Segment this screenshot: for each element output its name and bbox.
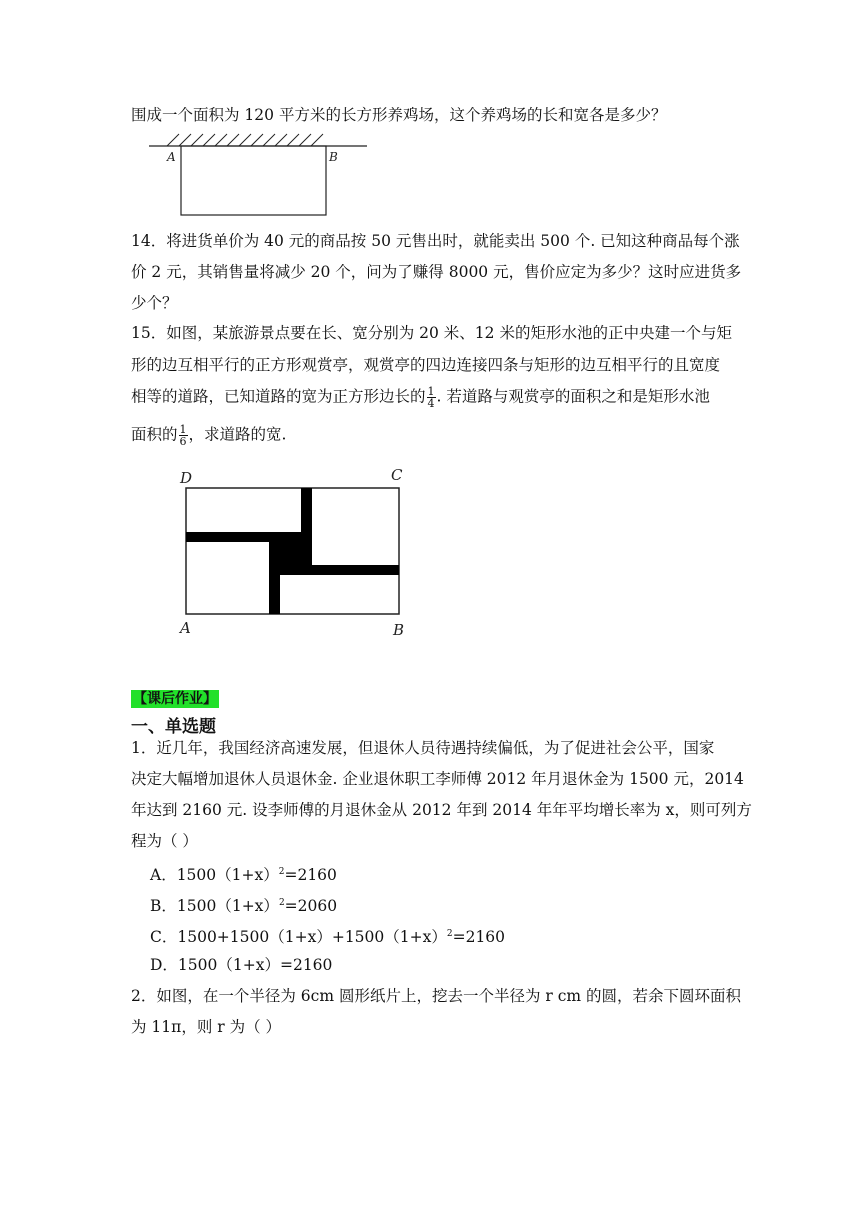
option-c: C．$1500+1500(1+x)+1500(1+x)^2=2160$ xyxy=(150,928,506,946)
option-a: A．$1500(1+x)^2=2160$ xyxy=(150,866,337,884)
q15-line2: 形的边互相平行的正方形观赏亭，观赏亭的四边连接四条与矩形的边互相平行的且宽度 xyxy=(131,356,721,374)
wall-hatching xyxy=(167,134,323,146)
q15-figure xyxy=(170,460,420,645)
road-left xyxy=(186,532,310,542)
road-bottom xyxy=(269,569,280,614)
q15-line3-pre: 相等的道路，已知道路的宽为正方形边长的 xyxy=(131,387,426,406)
pavilion-square xyxy=(269,542,312,575)
q14-line3: 少个？ xyxy=(131,294,178,312)
hq1-line2: 决定大幅增加退休人员退休金. 企业退休职工李师傅 2012 年月退休金为 1500 元，2014 xyxy=(131,770,744,788)
q15-line1: 15．如图，某旅游景点要在长、宽分别为 20 米、12 米的矩形水池的正中央建一个与矩 xyxy=(131,324,732,342)
label-b: B xyxy=(329,150,338,164)
option-d: D．1500（1+x）=2160 xyxy=(150,956,333,974)
q15-line4 xyxy=(131,424,286,447)
q15-line3-post: . 若道路与观赏亭的面积之和是矩形水池 xyxy=(436,387,710,406)
hq1-line4: 程为（ ） xyxy=(131,832,198,850)
fraction-one-sixth: $\frac{1}{6}$ xyxy=(179,423,187,448)
hq2-line1: 2．如图，在一个半径为 6cm 圆形纸片上，挖去一个半径为 r cm 的圆，若余下圆环面积 xyxy=(131,987,742,1005)
q15-line3 xyxy=(131,386,710,409)
section-title: 一、单选题 xyxy=(131,717,216,737)
q14-line1: 14．将进货单价为 40 元的商品按 50 元售出时，就能卖出 500 个. 已知这种商品每个涨 xyxy=(131,232,740,250)
option-b: B．$1500(1+x)^2=2060$ xyxy=(150,897,338,915)
q15-line4-post: ，求道路的宽. xyxy=(188,425,287,444)
hq2-line2: 为 11π，则 r 为（ ） xyxy=(131,1018,282,1036)
hq1-line1: 1．近几年，我国经济高速发展，但退休人员待遇持续偏低，为了促进社会公平，国家 xyxy=(131,739,715,757)
label-b: B xyxy=(393,621,405,639)
fraction-one-quarter: $\frac{1}{4}$ xyxy=(427,385,435,410)
road-right xyxy=(310,565,399,575)
q14-line2: 价 2 元，其销售量将减少 20 个，问为了赚得 8000 元，售价应定为多少？这时应进货多 xyxy=(131,263,742,281)
label-d: D xyxy=(180,469,193,487)
q13-text: 围成一个面积为 120 平方米的长方形养鸡场，这个养鸡场的长和宽各是多少？ xyxy=(131,106,667,124)
label-c: C xyxy=(391,466,403,484)
coop-rectangle xyxy=(181,146,326,215)
label-a: A xyxy=(180,619,191,637)
label-a: A xyxy=(167,150,176,164)
q15-line4-pre: 面积的 xyxy=(131,425,178,444)
hq1-line3: 年达到 2160 元. 设李师傅的月退休金从 2012 年到 2014 年年平均增长率为 x，则可列方 xyxy=(131,801,752,819)
q13-figure xyxy=(145,132,375,222)
homework-tag: 【课后作业】 xyxy=(133,691,217,707)
